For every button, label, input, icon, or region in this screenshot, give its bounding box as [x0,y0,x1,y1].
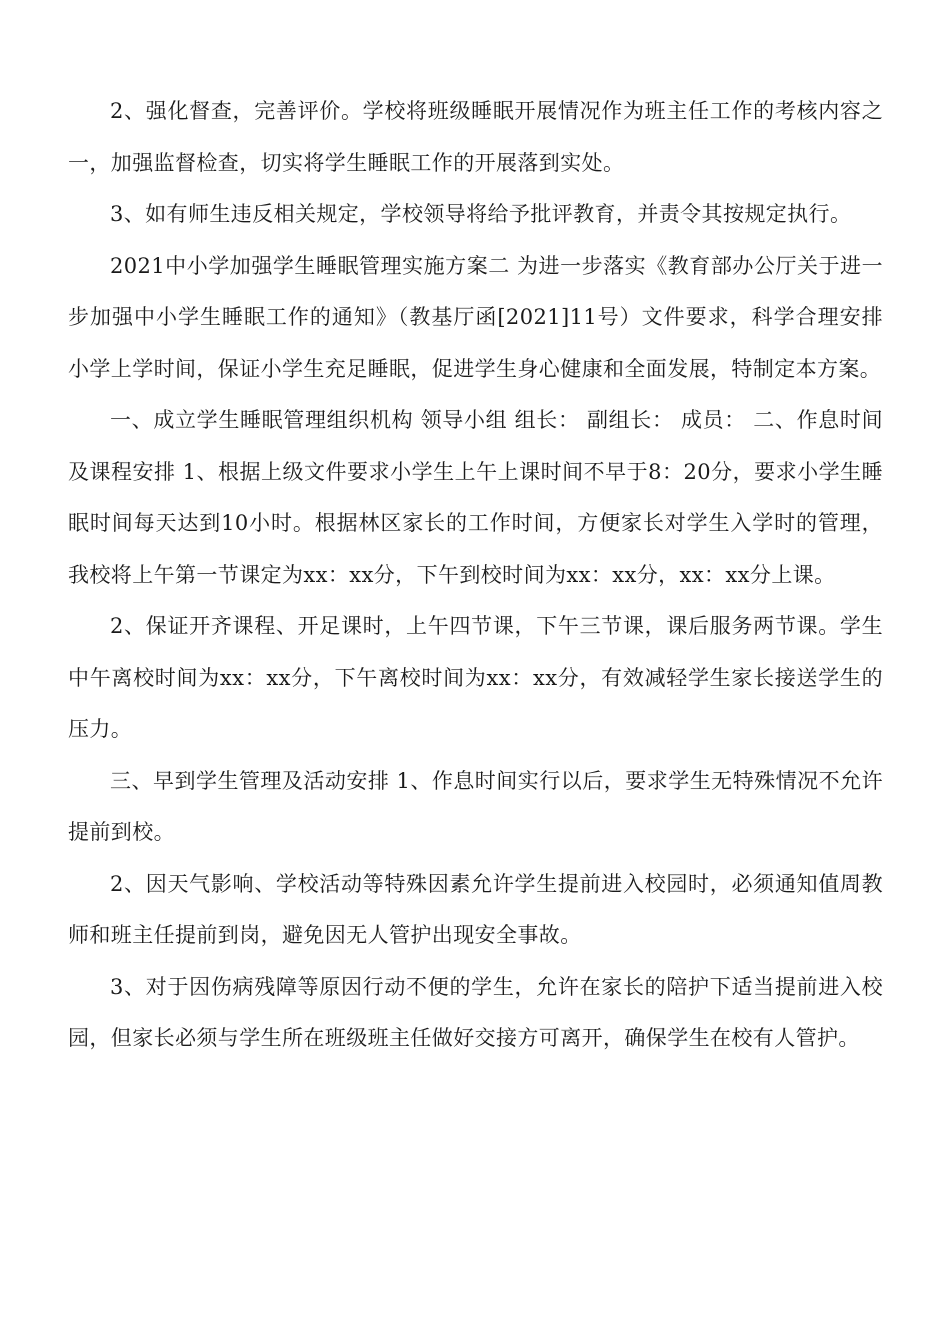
paragraph-organization-schedule: 一、成立学生睡眠管理组织机构 领导小组 组长： 副组长： 成员： 二、作息时间及课程安排 1、根据上级文件要求小学生上午上课时间不早于8：20分，要求小学生睡眠时间每天达到10小时。根据林区家长的工作时间，方便家长对学生入学时的管理，我校将上午第一节课定为xx：xx分，下午到校时间为xx：xx分，xx：xx分上课。 [68,408,883,587]
paragraph-violation: 3、如有师生违反相关规定，学校领导将给予批评教育，并责令其按规定执行。 [110,202,852,226]
paragraph-special-factors: 2、因天气影响、学校活动等特殊因素允许学生提前进入校园时，必须通知值周教师和班主任提前到岗，避免因无人管护出现安全事故。 [68,871,883,947]
document-page [68,86,883,1065]
paragraph-supervision: 2、强化督查，完善评价。学校将班级睡眠开展情况作为班主任工作的考核内容之一，加强监督检查，切实将学生睡眠工作的开展落到实处。 [68,99,883,175]
paragraph-courses: 2、保证开齐课程、开足课时，上午四节课，下午三节课，课后服务两节课。学生中午离校时间为xx：xx分，下午离校时间为xx：xx分，有效减轻学生家长接送学生的压力。 [68,614,883,741]
paragraph-mobility-students: 3、对于因伤病残障等原因行动不便的学生，允许在家长的陪护下适当提前进入校园，但家长必须与学生所在班级班主任做好交接方可离开，确保学生在校有人管护。 [68,974,883,1050]
paragraph-early-arrival: 三、早到学生管理及活动安排 1、作息时间实行以后，要求学生无特殊情况不允许提前到校。 [68,768,883,844]
paragraph-plan-two-intro: 2021中小学加强学生睡眠管理实施方案二 为进一步落实《教育部办公厅关于进一步加强中小学生睡眠工作的通知》（教基厅函[2021]11号）文件要求，科学合理安排小学上学时间，保证小学生充足睡眠，促进学生身心健康和全面发展，特制定本方案。 [68,253,883,381]
